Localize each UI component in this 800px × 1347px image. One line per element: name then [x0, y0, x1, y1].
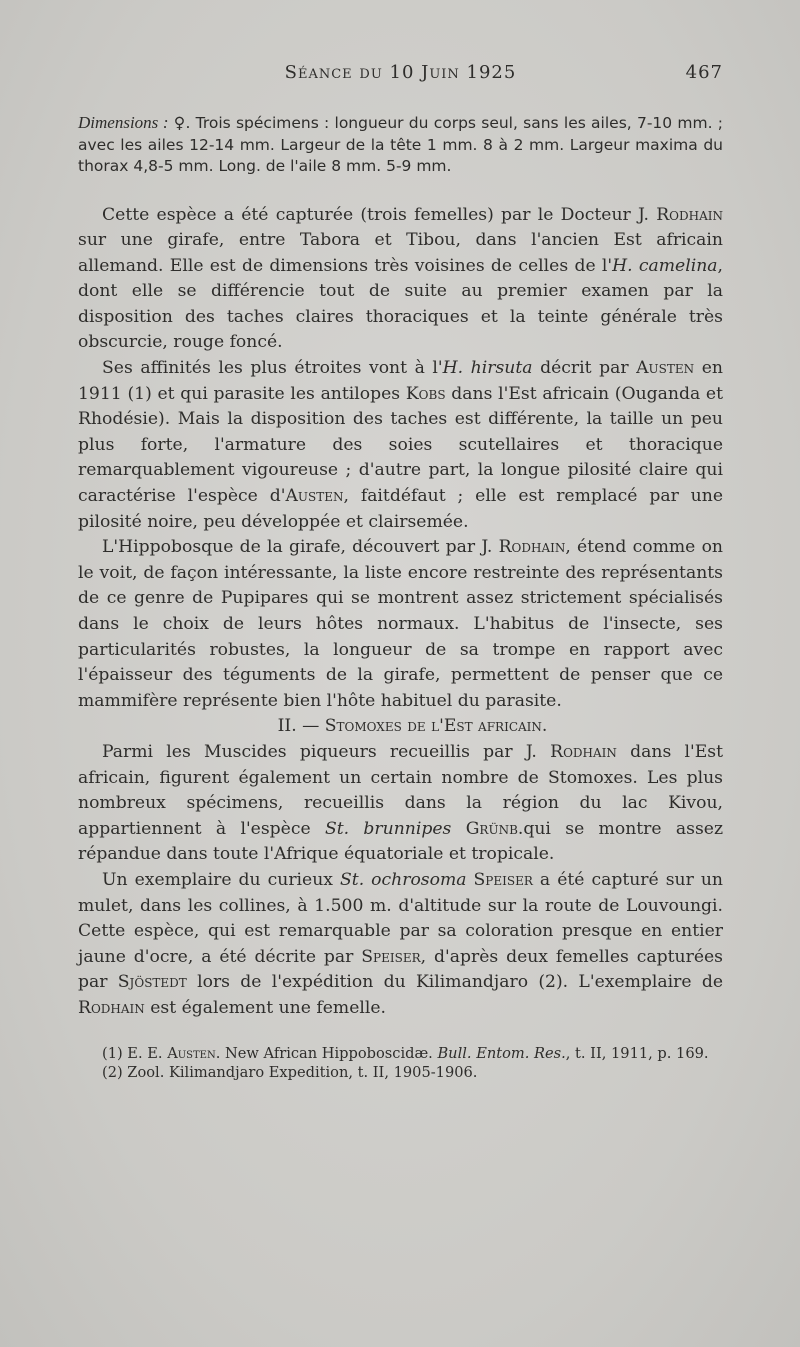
text-run: lors de l'expédition du Kilimandjaro (2). L'exemplaire de — [186, 972, 723, 993]
text-run: Ses affinités les plus étroites vont à l' — [102, 358, 443, 379]
species-name: H. hirsuta — [442, 358, 533, 379]
text-run: , dont elle se différencie tout de suite au premier examen par la disposition des taches claires thoraciques et la teinte générale très obscurcie, rouge foncé. — [78, 255, 724, 353]
dimensions-text: Trois spécimens : longueur du corps seul, sans les ailes, 7-10 mm. ; avec les ailes 12-14 mm. Largeur de la tête 1 mm. 8 à 2 mm. Largeur maxima du thorax 4,8-5 mm. Long. de l'aile 8 mm. 5-9 mm. — [78, 114, 723, 175]
text-run: (1) E. E. — [102, 1044, 168, 1062]
author-name: Austen — [167, 1044, 216, 1062]
paragraph-affinities — [78, 356, 723, 535]
journal-title: Bull. Entom. Res. — [437, 1044, 566, 1062]
text-run: Parmi les Muscides piqueurs recueillis par J. — [102, 741, 551, 762]
author-name: Austen — [636, 358, 695, 379]
dimensions-label: Dimensions : — [78, 113, 169, 132]
paragraph-muscides — [78, 740, 723, 868]
text-run: Cette espèce a été capturée (trois femelles) par le Docteur J. — [102, 204, 657, 225]
text-run: est également une femelle. — [144, 997, 387, 1018]
text-run: L'Hippobosque de la girafe, découvert par J. — [102, 537, 499, 558]
author-name: Speiser — [361, 946, 421, 967]
female-symbol: ♀. — [173, 114, 191, 132]
author-name: Rodhain — [78, 997, 145, 1018]
text-run: dans l'Est africain (Ouganda et Rhodésie). Mais la disposition des taches est différente, la taille un peu plus forte, l'armature des soies scutellaires et thoracique remarquablement vigoureuse ; d'autre part, la longue pilosité claire qui caractérise l'espèce d' — [78, 383, 723, 507]
text-run: a été capturé sur un mulet, dans les collines, à 1.500 m. d'altitude sur la route de Louvoungi. Cette espèce, qui est remarquable par sa coloration presque en entier jaune d'ocre, a été décrite par — [78, 869, 723, 967]
text-run: , étend comme on le voit, de façon intéressante, la liste encore restreinte des représentants de ce genre de Pupipares qui se montrent assez strictement spécialisés dans le choix de leurs hôtes normaux. L'habitus de l'insecte, ses particularités robustes, la longueur de sa trompe en rapport avec l'épaisseur des téguments de la girafe, permettent de penser que ce mammifère représente bien l'hôte habituel du parasite. — [78, 537, 723, 711]
text-run: dans l'Est africain, figurent également un certain nombre de Stomoxes. Les plus nombreux spécimens, recueillis dans la région du lac Kivou, appartiennent à l'espèce — [78, 741, 723, 839]
paragraph-ochrosoma — [78, 868, 723, 1022]
running-head: Séance du 10 Juin 1925 — [284, 62, 517, 83]
author-name: Sjöstedt — [117, 972, 187, 993]
text-run: , t. II, 1911, p. 169. — [565, 1044, 709, 1062]
author-name: Rodhain — [656, 204, 723, 225]
section-title: II. — Stomoxes de l'Est africain. — [277, 716, 548, 737]
text-run: qui se montre assez répandue dans toute l'Afrique équatoriale et tropicale. — [78, 818, 724, 865]
text-run: sur une girafe, entre Tabora et Tibou, dans l'ancien Est africain allemand. Elle est de dimensions très voisines de celles de l' — [78, 230, 723, 276]
text-run: en 1911 (1) et qui parasite les antilopes — [78, 358, 723, 404]
author-name: Rodhain — [498, 537, 566, 558]
species-name: St. brunnipes — [324, 818, 452, 839]
text-run — [467, 870, 474, 890]
species-name: H. camelina — [612, 255, 718, 276]
text-run: , faitdéfaut ; elle est remplacé par une pilosité noire, peu développée et clairsemée. — [78, 486, 723, 532]
page-header — [78, 62, 723, 88]
author-name: Grünb. — [465, 818, 524, 839]
author-name: Speiser — [473, 869, 533, 890]
animal-name: Kobs — [405, 383, 446, 404]
text-run: , d'après deux femelles capturées par — [78, 946, 723, 993]
author-name: Austen — [285, 486, 344, 507]
text-run: Un exemplaire du curieux — [102, 869, 341, 890]
text-run: décrit par — [532, 358, 637, 379]
section-heading — [78, 714, 723, 740]
author-name: Rodhain — [550, 741, 617, 762]
dimensions-paragraph — [78, 112, 723, 178]
paragraph-capture — [78, 203, 723, 357]
footnotes — [78, 1044, 723, 1082]
species-name: St. ochrosoma — [340, 869, 467, 890]
text-run: . New African Hippoboscidæ. — [215, 1044, 438, 1062]
paragraph-hippobosque — [78, 535, 723, 714]
page-body — [78, 112, 723, 1082]
footnote-2: (2) Zool. Kilimandjaro Expedition, t. II, 1905-1906. — [102, 1063, 478, 1081]
page-number: 467 — [685, 62, 723, 83]
footnote-1 — [78, 1044, 723, 1063]
text-run — [451, 819, 465, 839]
